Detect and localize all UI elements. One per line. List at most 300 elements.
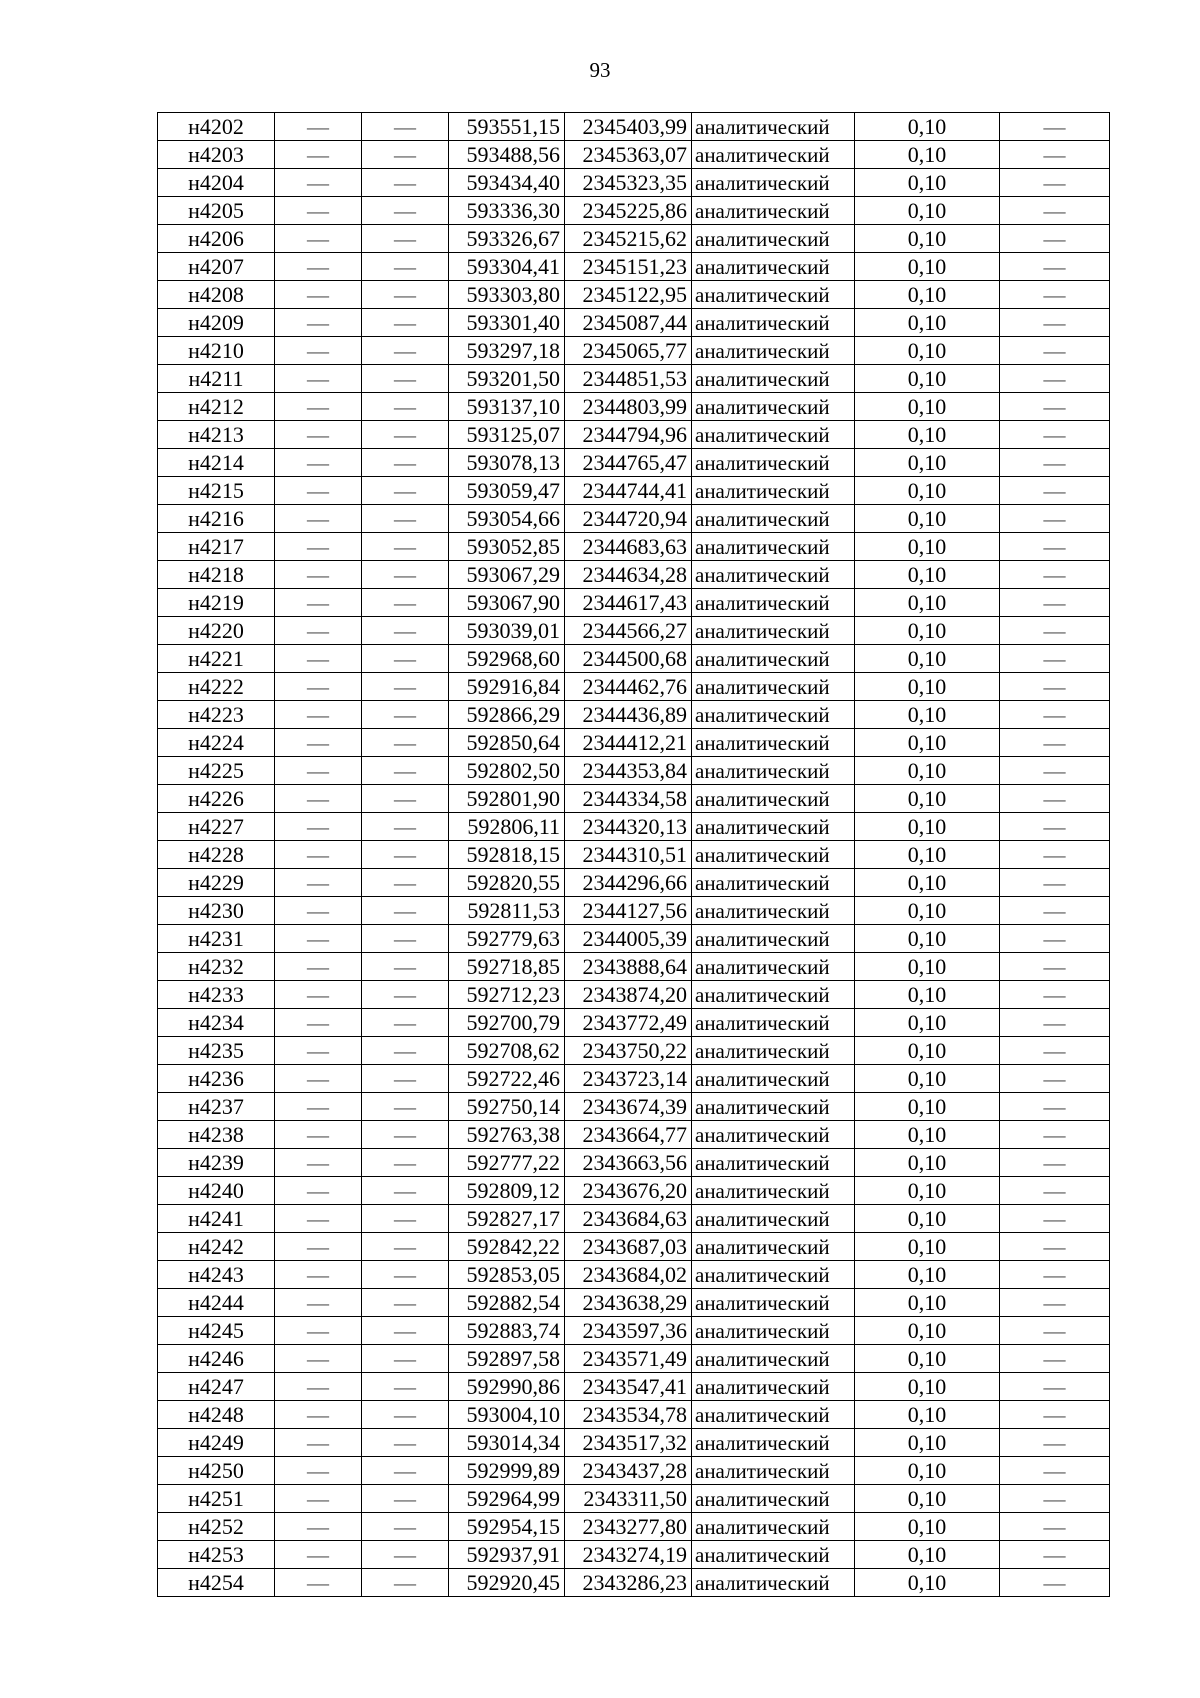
method-cell: аналитический <box>692 757 855 785</box>
y-coordinate-cell: 2343597,36 <box>565 1317 692 1345</box>
y-coordinate-cell: 2344412,21 <box>565 729 692 757</box>
x-coordinate-cell: 593078,13 <box>449 449 565 477</box>
table-row <box>158 701 1110 729</box>
dash-cell: — <box>275 1261 362 1289</box>
dash-cell: — <box>275 141 362 169</box>
x-coordinate-cell: 592820,55 <box>449 869 565 897</box>
x-coordinate-cell: 592883,74 <box>449 1317 565 1345</box>
point-name-cell: н4234 <box>158 1009 275 1037</box>
point-name-cell: н4205 <box>158 197 275 225</box>
dash-cell: — <box>1000 225 1110 253</box>
dash-cell: — <box>275 505 362 533</box>
x-coordinate-cell: 593201,50 <box>449 365 565 393</box>
accuracy-cell: 0,10 <box>855 757 1000 785</box>
x-coordinate-cell: 592763,38 <box>449 1121 565 1149</box>
dash-cell: — <box>362 925 449 953</box>
method-cell: аналитический <box>692 981 855 1009</box>
y-coordinate-cell: 2343750,22 <box>565 1037 692 1065</box>
x-coordinate-cell: 592809,12 <box>449 1177 565 1205</box>
dash-cell: — <box>1000 533 1110 561</box>
table-row <box>158 1569 1110 1597</box>
dash-cell: — <box>362 533 449 561</box>
point-name-cell: н4204 <box>158 169 275 197</box>
method-cell: аналитический <box>692 953 855 981</box>
x-coordinate-cell: 593551,15 <box>449 113 565 141</box>
x-coordinate-cell: 592708,62 <box>449 1037 565 1065</box>
dash-cell: — <box>275 701 362 729</box>
point-name-cell: н4244 <box>158 1289 275 1317</box>
x-coordinate-cell: 592916,84 <box>449 673 565 701</box>
method-cell: аналитический <box>692 1093 855 1121</box>
y-coordinate-cell: 2344720,94 <box>565 505 692 533</box>
accuracy-cell: 0,10 <box>855 225 1000 253</box>
accuracy-cell: 0,10 <box>855 1289 1000 1317</box>
y-coordinate-cell: 2344127,56 <box>565 897 692 925</box>
dash-cell: — <box>362 1345 449 1373</box>
dash-cell: — <box>275 1429 362 1457</box>
dash-cell: — <box>275 869 362 897</box>
accuracy-cell: 0,10 <box>855 729 1000 757</box>
method-cell: аналитический <box>692 1289 855 1317</box>
y-coordinate-cell: 2343571,49 <box>565 1345 692 1373</box>
method-cell: аналитический <box>692 1373 855 1401</box>
dash-cell: — <box>362 421 449 449</box>
dash-cell: — <box>1000 897 1110 925</box>
dash-cell: — <box>275 981 362 1009</box>
point-name-cell: н4222 <box>158 673 275 701</box>
accuracy-cell: 0,10 <box>855 1177 1000 1205</box>
dash-cell: — <box>1000 449 1110 477</box>
method-cell: аналитический <box>692 1317 855 1345</box>
method-cell: аналитический <box>692 589 855 617</box>
y-coordinate-cell: 2344296,66 <box>565 869 692 897</box>
dash-cell: — <box>362 1317 449 1345</box>
dash-cell: — <box>362 505 449 533</box>
point-name-cell: н4249 <box>158 1429 275 1457</box>
dash-cell: — <box>362 225 449 253</box>
accuracy-cell: 0,10 <box>855 449 1000 477</box>
x-coordinate-cell: 592954,15 <box>449 1513 565 1541</box>
dash-cell: — <box>1000 169 1110 197</box>
dash-cell: — <box>362 981 449 1009</box>
dash-cell: — <box>362 1177 449 1205</box>
point-name-cell: н4239 <box>158 1149 275 1177</box>
x-coordinate-cell: 592712,23 <box>449 981 565 1009</box>
dash-cell: — <box>1000 953 1110 981</box>
table-row <box>158 645 1110 673</box>
point-name-cell: н4208 <box>158 281 275 309</box>
dash-cell: — <box>275 757 362 785</box>
dash-cell: — <box>275 645 362 673</box>
dash-cell: — <box>1000 1177 1110 1205</box>
table-row <box>158 253 1110 281</box>
point-name-cell: н4212 <box>158 393 275 421</box>
accuracy-cell: 0,10 <box>855 785 1000 813</box>
dash-cell: — <box>362 1149 449 1177</box>
accuracy-cell: 0,10 <box>855 645 1000 673</box>
y-coordinate-cell: 2343723,14 <box>565 1065 692 1093</box>
dash-cell: — <box>275 1177 362 1205</box>
dash-cell: — <box>362 589 449 617</box>
table-row <box>158 1065 1110 1093</box>
coordinates-table <box>157 112 1110 1597</box>
dash-cell: — <box>275 813 362 841</box>
accuracy-cell: 0,10 <box>855 337 1000 365</box>
dash-cell: — <box>275 169 362 197</box>
accuracy-cell: 0,10 <box>855 365 1000 393</box>
accuracy-cell: 0,10 <box>855 1009 1000 1037</box>
accuracy-cell: 0,10 <box>855 533 1000 561</box>
dash-cell: — <box>275 1065 362 1093</box>
point-name-cell: н4209 <box>158 309 275 337</box>
table-row <box>158 953 1110 981</box>
dash-cell: — <box>275 953 362 981</box>
method-cell: аналитический <box>692 477 855 505</box>
x-coordinate-cell: 592920,45 <box>449 1569 565 1597</box>
dash-cell: — <box>275 1233 362 1261</box>
method-cell: аналитический <box>692 421 855 449</box>
dash-cell: — <box>275 785 362 813</box>
table-row <box>158 589 1110 617</box>
table-row <box>158 1009 1110 1037</box>
point-name-cell: н4231 <box>158 925 275 953</box>
dash-cell: — <box>362 1541 449 1569</box>
point-name-cell: н4242 <box>158 1233 275 1261</box>
method-cell: аналитический <box>692 673 855 701</box>
x-coordinate-cell: 593304,41 <box>449 253 565 281</box>
y-coordinate-cell: 2345323,35 <box>565 169 692 197</box>
dash-cell: — <box>1000 729 1110 757</box>
dash-cell: — <box>362 169 449 197</box>
x-coordinate-cell: 593125,07 <box>449 421 565 449</box>
point-name-cell: н4232 <box>158 953 275 981</box>
method-cell: аналитический <box>692 813 855 841</box>
dash-cell: — <box>1000 1121 1110 1149</box>
y-coordinate-cell: 2345065,77 <box>565 337 692 365</box>
dash-cell: — <box>362 1513 449 1541</box>
y-coordinate-cell: 2344462,76 <box>565 673 692 701</box>
dash-cell: — <box>362 1037 449 1065</box>
x-coordinate-cell: 592882,54 <box>449 1289 565 1317</box>
table-row <box>158 141 1110 169</box>
method-cell: аналитический <box>692 925 855 953</box>
point-name-cell: н4248 <box>158 1401 275 1429</box>
accuracy-cell: 0,10 <box>855 1317 1000 1345</box>
x-coordinate-cell: 592718,85 <box>449 953 565 981</box>
dash-cell: — <box>1000 1205 1110 1233</box>
accuracy-cell: 0,10 <box>855 1373 1000 1401</box>
method-cell: аналитический <box>692 365 855 393</box>
dash-cell: — <box>275 1317 362 1345</box>
method-cell: аналитический <box>692 253 855 281</box>
table-row <box>158 533 1110 561</box>
dash-cell: — <box>362 449 449 477</box>
table-row <box>158 1373 1110 1401</box>
y-coordinate-cell: 2344683,63 <box>565 533 692 561</box>
x-coordinate-cell: 593336,30 <box>449 197 565 225</box>
dash-cell: — <box>362 1457 449 1485</box>
method-cell: аналитический <box>692 1205 855 1233</box>
y-coordinate-cell: 2343286,23 <box>565 1569 692 1597</box>
x-coordinate-cell: 592964,99 <box>449 1485 565 1513</box>
y-coordinate-cell: 2343277,80 <box>565 1513 692 1541</box>
accuracy-cell: 0,10 <box>855 505 1000 533</box>
x-coordinate-cell: 593301,40 <box>449 309 565 337</box>
method-cell: аналитический <box>692 505 855 533</box>
y-coordinate-cell: 2344851,53 <box>565 365 692 393</box>
method-cell: аналитический <box>692 1569 855 1597</box>
accuracy-cell: 0,10 <box>855 421 1000 449</box>
dash-cell: — <box>1000 561 1110 589</box>
table-row <box>158 113 1110 141</box>
point-name-cell: н4241 <box>158 1205 275 1233</box>
dash-cell: — <box>362 813 449 841</box>
accuracy-cell: 0,10 <box>855 1457 1000 1485</box>
dash-cell: — <box>275 617 362 645</box>
dash-cell: — <box>275 589 362 617</box>
x-coordinate-cell: 592818,15 <box>449 841 565 869</box>
accuracy-cell: 0,10 <box>855 1037 1000 1065</box>
table-row <box>158 1345 1110 1373</box>
x-coordinate-cell: 592806,11 <box>449 813 565 841</box>
y-coordinate-cell: 2343772,49 <box>565 1009 692 1037</box>
accuracy-cell: 0,10 <box>855 1569 1000 1597</box>
y-coordinate-cell: 2343274,19 <box>565 1541 692 1569</box>
table-row <box>158 1513 1110 1541</box>
accuracy-cell: 0,10 <box>855 1065 1000 1093</box>
method-cell: аналитический <box>692 169 855 197</box>
dash-cell: — <box>1000 1289 1110 1317</box>
dash-cell: — <box>1000 1233 1110 1261</box>
table-row <box>158 421 1110 449</box>
dash-cell: — <box>362 645 449 673</box>
dash-cell: — <box>1000 1317 1110 1345</box>
table-row <box>158 337 1110 365</box>
method-cell: аналитический <box>692 1261 855 1289</box>
dash-cell: — <box>275 1205 362 1233</box>
dash-cell: — <box>362 1569 449 1597</box>
dash-cell: — <box>362 1485 449 1513</box>
dash-cell: — <box>1000 785 1110 813</box>
method-cell: аналитический <box>692 785 855 813</box>
dash-cell: — <box>362 477 449 505</box>
point-name-cell: н4238 <box>158 1121 275 1149</box>
accuracy-cell: 0,10 <box>855 1205 1000 1233</box>
dash-cell: — <box>362 1429 449 1457</box>
y-coordinate-cell: 2344334,58 <box>565 785 692 813</box>
dash-cell: — <box>275 1457 362 1485</box>
table-row <box>158 981 1110 1009</box>
dash-cell: — <box>275 925 362 953</box>
point-name-cell: н4220 <box>158 617 275 645</box>
dash-cell: — <box>1000 421 1110 449</box>
y-coordinate-cell: 2343687,03 <box>565 1233 692 1261</box>
method-cell: аналитический <box>692 1121 855 1149</box>
y-coordinate-cell: 2343663,56 <box>565 1149 692 1177</box>
x-coordinate-cell: 592722,46 <box>449 1065 565 1093</box>
accuracy-cell: 0,10 <box>855 897 1000 925</box>
dash-cell: — <box>362 953 449 981</box>
dash-cell: — <box>362 1289 449 1317</box>
dash-cell: — <box>362 337 449 365</box>
point-name-cell: н4206 <box>158 225 275 253</box>
dash-cell: — <box>362 869 449 897</box>
table-row <box>158 1121 1110 1149</box>
point-name-cell: н4219 <box>158 589 275 617</box>
dash-cell: — <box>362 701 449 729</box>
dash-cell: — <box>362 1121 449 1149</box>
dash-cell: — <box>1000 869 1110 897</box>
method-cell: аналитический <box>692 1485 855 1513</box>
y-coordinate-cell: 2345225,86 <box>565 197 692 225</box>
dash-cell: — <box>362 365 449 393</box>
x-coordinate-cell: 593434,40 <box>449 169 565 197</box>
accuracy-cell: 0,10 <box>855 981 1000 1009</box>
method-cell: аналитический <box>692 309 855 337</box>
y-coordinate-cell: 2343517,32 <box>565 1429 692 1457</box>
y-coordinate-cell: 2343547,41 <box>565 1373 692 1401</box>
table-row <box>158 449 1110 477</box>
x-coordinate-cell: 592842,22 <box>449 1233 565 1261</box>
point-name-cell: н4203 <box>158 141 275 169</box>
dash-cell: — <box>275 365 362 393</box>
dash-cell: — <box>362 1093 449 1121</box>
dash-cell: — <box>362 393 449 421</box>
y-coordinate-cell: 2345087,44 <box>565 309 692 337</box>
point-name-cell: н4214 <box>158 449 275 477</box>
dash-cell: — <box>1000 673 1110 701</box>
y-coordinate-cell: 2344310,51 <box>565 841 692 869</box>
dash-cell: — <box>275 281 362 309</box>
dash-cell: — <box>1000 645 1110 673</box>
y-coordinate-cell: 2343874,20 <box>565 981 692 1009</box>
dash-cell: — <box>1000 1373 1110 1401</box>
dash-cell: — <box>275 309 362 337</box>
x-coordinate-cell: 593303,80 <box>449 281 565 309</box>
dash-cell: — <box>362 617 449 645</box>
point-name-cell: н4252 <box>158 1513 275 1541</box>
point-name-cell: н4230 <box>158 897 275 925</box>
table-row <box>158 477 1110 505</box>
y-coordinate-cell: 2345151,23 <box>565 253 692 281</box>
accuracy-cell: 0,10 <box>855 1429 1000 1457</box>
x-coordinate-cell: 592827,17 <box>449 1205 565 1233</box>
table-row <box>158 1093 1110 1121</box>
method-cell: аналитический <box>692 197 855 225</box>
dash-cell: — <box>362 281 449 309</box>
point-name-cell: н4227 <box>158 813 275 841</box>
dash-cell: — <box>362 1373 449 1401</box>
x-coordinate-cell: 592968,60 <box>449 645 565 673</box>
dash-cell: — <box>275 1401 362 1429</box>
accuracy-cell: 0,10 <box>855 281 1000 309</box>
accuracy-cell: 0,10 <box>855 813 1000 841</box>
dash-cell: — <box>275 1093 362 1121</box>
dash-cell: — <box>1000 1541 1110 1569</box>
dash-cell: — <box>1000 1093 1110 1121</box>
dash-cell: — <box>1000 757 1110 785</box>
table-row <box>158 197 1110 225</box>
method-cell: аналитический <box>692 841 855 869</box>
accuracy-cell: 0,10 <box>855 113 1000 141</box>
table-row <box>158 1177 1110 1205</box>
dash-cell: — <box>275 729 362 757</box>
dash-cell: — <box>275 841 362 869</box>
dash-cell: — <box>362 1233 449 1261</box>
dash-cell: — <box>1000 365 1110 393</box>
dash-cell: — <box>1000 813 1110 841</box>
dash-cell: — <box>1000 981 1110 1009</box>
accuracy-cell: 0,10 <box>855 1233 1000 1261</box>
point-name-cell: н4240 <box>158 1177 275 1205</box>
dash-cell: — <box>362 309 449 337</box>
dash-cell: — <box>1000 617 1110 645</box>
method-cell: аналитический <box>692 449 855 477</box>
method-cell: аналитический <box>692 533 855 561</box>
x-coordinate-cell: 592850,64 <box>449 729 565 757</box>
dash-cell: — <box>362 561 449 589</box>
x-coordinate-cell: 592802,50 <box>449 757 565 785</box>
dash-cell: — <box>275 449 362 477</box>
table-row <box>158 673 1110 701</box>
method-cell: аналитический <box>692 1037 855 1065</box>
dash-cell: — <box>1000 1485 1110 1513</box>
point-name-cell: н4210 <box>158 337 275 365</box>
dash-cell: — <box>275 1149 362 1177</box>
x-coordinate-cell: 592801,90 <box>449 785 565 813</box>
accuracy-cell: 0,10 <box>855 589 1000 617</box>
y-coordinate-cell: 2345122,95 <box>565 281 692 309</box>
dash-cell: — <box>275 1289 362 1317</box>
x-coordinate-cell: 593297,18 <box>449 337 565 365</box>
dash-cell: — <box>1000 337 1110 365</box>
y-coordinate-cell: 2344794,96 <box>565 421 692 449</box>
accuracy-cell: 0,10 <box>855 141 1000 169</box>
y-coordinate-cell: 2343676,20 <box>565 1177 692 1205</box>
accuracy-cell: 0,10 <box>855 869 1000 897</box>
point-name-cell: н4215 <box>158 477 275 505</box>
dash-cell: — <box>362 1261 449 1289</box>
y-coordinate-cell: 2344005,39 <box>565 925 692 953</box>
dash-cell: — <box>1000 309 1110 337</box>
x-coordinate-cell: 593326,67 <box>449 225 565 253</box>
table-row <box>158 169 1110 197</box>
dash-cell: — <box>275 1513 362 1541</box>
dash-cell: — <box>275 897 362 925</box>
dash-cell: — <box>362 141 449 169</box>
dash-cell: — <box>275 1373 362 1401</box>
dash-cell: — <box>1000 701 1110 729</box>
accuracy-cell: 0,10 <box>855 393 1000 421</box>
point-name-cell: н4237 <box>158 1093 275 1121</box>
table-row <box>158 1037 1110 1065</box>
dash-cell: — <box>1000 1037 1110 1065</box>
method-cell: аналитический <box>692 225 855 253</box>
table-row <box>158 1457 1110 1485</box>
x-coordinate-cell: 592937,91 <box>449 1541 565 1569</box>
accuracy-cell: 0,10 <box>855 309 1000 337</box>
dash-cell: — <box>362 197 449 225</box>
dash-cell: — <box>275 225 362 253</box>
dash-cell: — <box>275 561 362 589</box>
x-coordinate-cell: 592897,58 <box>449 1345 565 1373</box>
point-name-cell: н4236 <box>158 1065 275 1093</box>
dash-cell: — <box>1000 1401 1110 1429</box>
dash-cell: — <box>275 1121 362 1149</box>
x-coordinate-cell: 593067,29 <box>449 561 565 589</box>
y-coordinate-cell: 2344436,89 <box>565 701 692 729</box>
point-name-cell: н4211 <box>158 365 275 393</box>
